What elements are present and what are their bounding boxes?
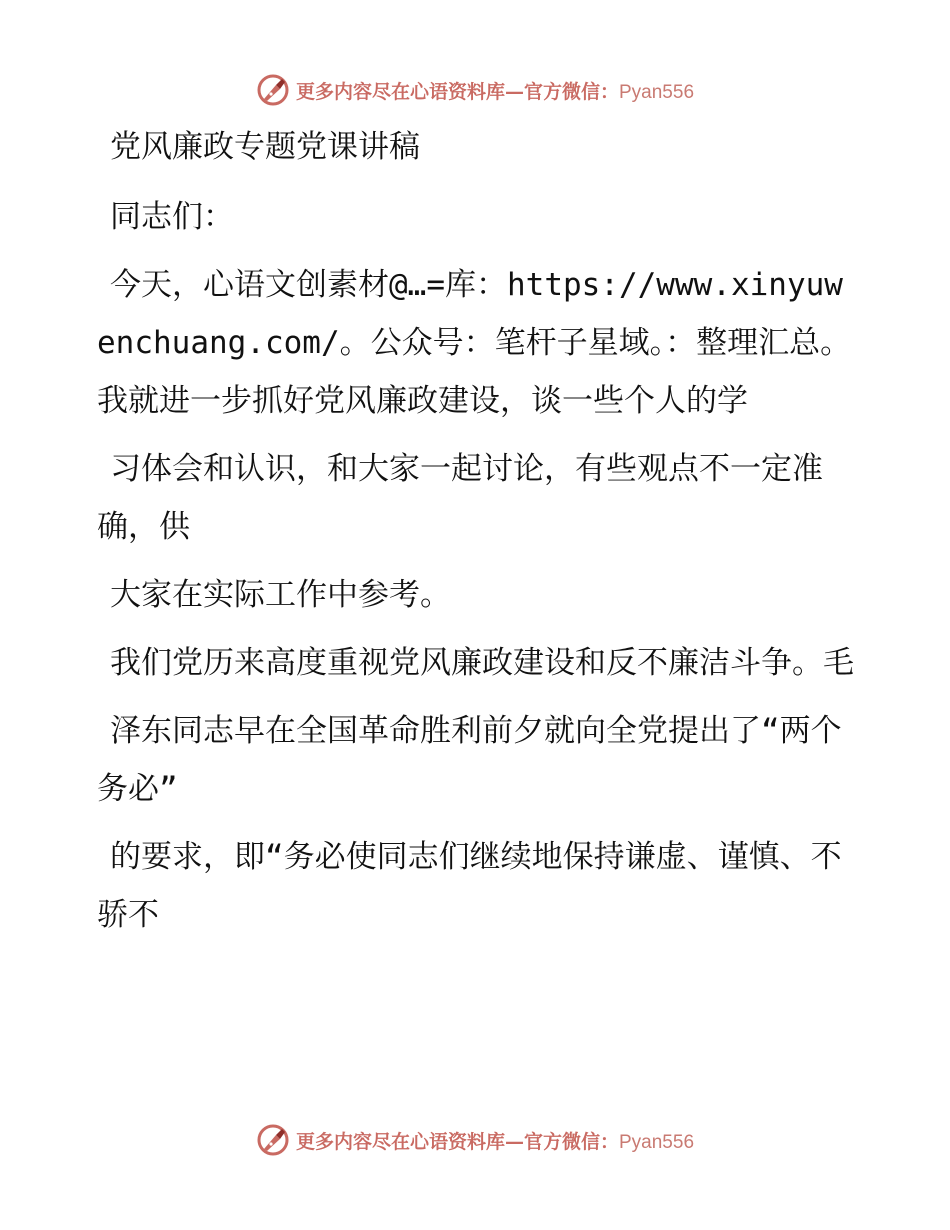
header-banner-handle: Pyan556 <box>619 81 695 103</box>
paragraph-3: 大家在实际工作中参考。 <box>110 577 451 613</box>
paragraph-5: 泽东同志早在全国革命胜利前夕就向全党提出了“两个务必” <box>97 713 842 807</box>
paragraph-1: 今天，心语文创素材@…=库：https://www.xinyuwenchuang.com/。公众号：笔杆子星域。：整理汇总。我就进一步抓好党风廉政建设，谈一些个人的学 <box>97 267 852 419</box>
paragraph-salutation: 同志们： <box>110 199 234 235</box>
footer-banner <box>0 1120 950 1160</box>
document-body <box>97 118 857 954</box>
pen-nib-logo-icon <box>256 73 290 107</box>
header-banner <box>0 70 950 110</box>
footer-banner-handle: Pyan556 <box>619 1131 695 1153</box>
document-title: 党风廉政专题党课讲稿 <box>110 129 420 165</box>
footer-banner-label: 更多内容尽在心语资料库—官方微信： <box>295 1130 619 1153</box>
pen-nib-logo-icon <box>256 1123 290 1157</box>
footer-banner-text <box>296 1127 694 1154</box>
paragraph-6: 的要求，即“务必使同志们继续地保持谦虚、谨慎、不骄不 <box>97 839 842 933</box>
header-banner-label: 更多内容尽在心语资料库—官方微信： <box>295 80 619 103</box>
header-banner-text <box>296 77 694 104</box>
paragraph-2: 习体会和认识，和大家一起讨论，有些观点不一定准确，供 <box>97 451 823 545</box>
paragraph-4: 我们党历来高度重视党风廉政建设和反不廉洁斗争。毛 <box>110 645 854 681</box>
